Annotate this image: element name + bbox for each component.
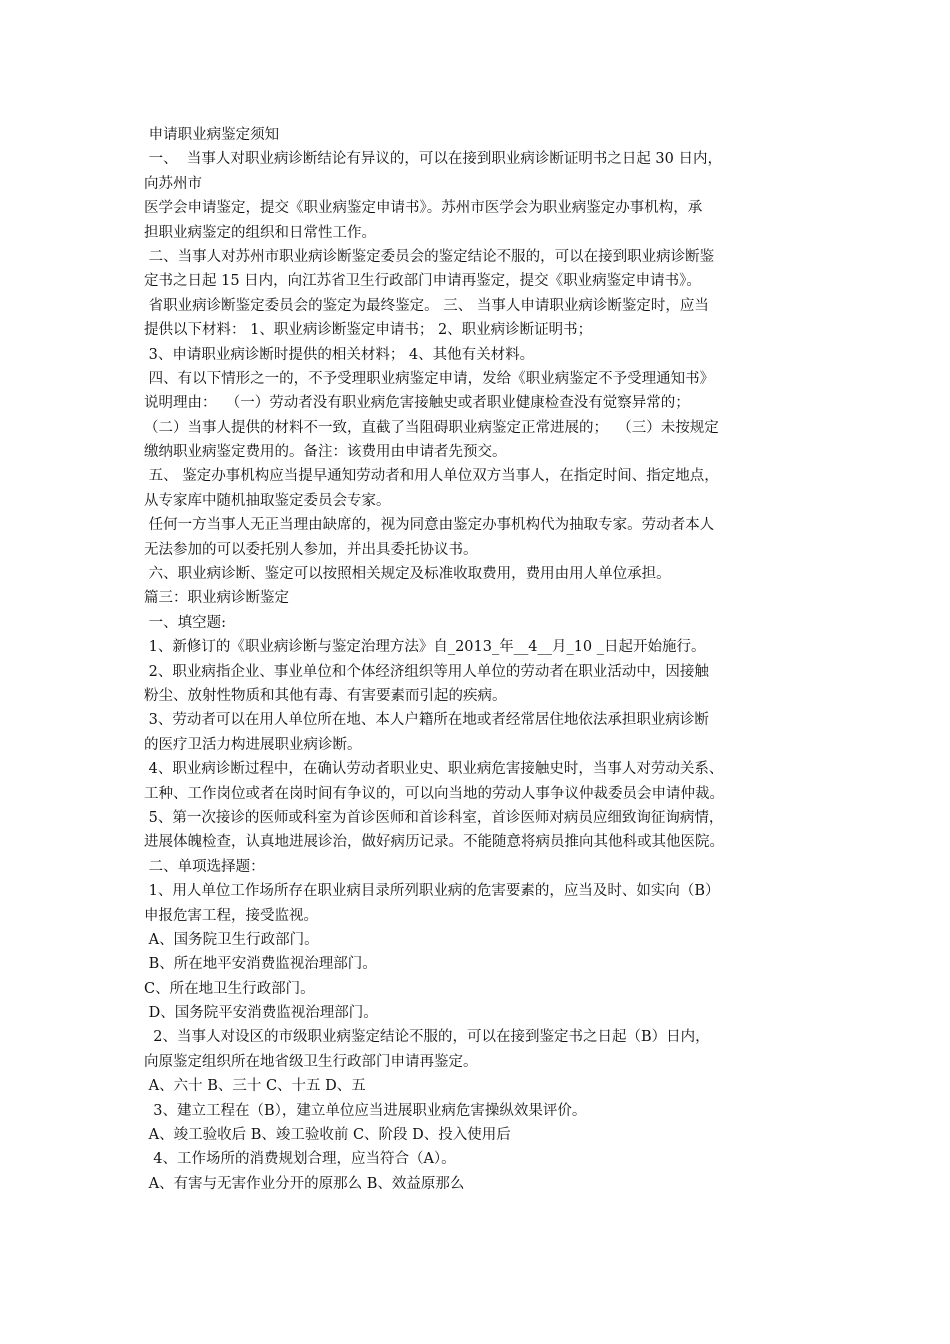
- text-line: 无法参加的可以委托别人参加，并出具委托协议书。: [144, 541, 478, 558]
- text-line: 提供以下材料： 1、职业病诊断鉴定申请书； 2、职业病诊断证明书；: [144, 322, 593, 339]
- text-line: 定书之日起 15 日内，向江苏省卫生行政部门申请再鉴定，提交《职业病鉴定申请书》。: [144, 273, 701, 290]
- text-line: 2、职业病指企业、事业单位和个体经济组织等用人单位的劳动者在职业活动中，因接触: [144, 663, 709, 680]
- text-line: 5、第一次接诊的医师或科室为首诊医师和首诊科室，首诊医师对病员应细致询征询病情，: [144, 809, 724, 826]
- text-line: 粉尘、放射性物质和其他有毒、有害要素而引起的疾病。: [144, 687, 507, 704]
- text-line: 申请职业病鉴定须知: [144, 127, 280, 143]
- text-line: 3、建立工程在（B），建立单位应当进展职业病危害操纵效果评价。: [144, 1102, 587, 1119]
- text-line: 申报危害工程，接受监视。: [144, 907, 318, 924]
- text-line: A、有害与无害作业分开的原那么 B、效益原那么: [144, 1175, 465, 1192]
- text-line: 担职业病鉴定的组织和日常性工作。: [144, 224, 376, 241]
- text-line: 五、 鉴定办事机构应当提早通知劳动者和用人单位双方当事人，在指定时间、指定地点，: [144, 468, 719, 485]
- text-line: C、所在地卫生行政部门。: [144, 980, 315, 997]
- text-line: D、国务院平安消费监视治理部门。: [144, 1005, 378, 1022]
- text-line: 1、用人单位工作场所存在职业病目录所列职业病的危害要素的，应当及时、如实向（B）: [144, 883, 720, 900]
- text-line: A、竣工验收后 B、竣工验收前 C、阶段 D、投入使用后: [144, 1127, 511, 1144]
- text-line: 向苏州市: [144, 175, 202, 192]
- text-line: （二）当事人提供的材料不一致，直截了当阻碍职业病鉴定正常进展的； （三）未按规定: [144, 419, 719, 436]
- text-line: 2、当事人对设区的市级职业病鉴定结论不服的，可以在接到鉴定书之日起（B）日内，: [144, 1029, 710, 1046]
- text-line: 4、职业病诊断过程中，在确认劳动者职业史、职业病危害接触史时，当事人对劳动关系、: [144, 761, 724, 778]
- text-line: A、六十 B、三十 C、十五 D、五: [144, 1078, 366, 1095]
- text-line: 3、申请职业病诊断时提供的相关材料； 4、其他有关材料。: [144, 346, 535, 363]
- text-line: B、所在地平安消费监视治理部门。: [144, 956, 377, 973]
- text-line: 省职业病诊断鉴定委员会的鉴定为最终鉴定。 三、 当事人申请职业病诊断鉴定时，应当: [144, 297, 709, 314]
- document-body: [144, 123, 824, 1196]
- text-line: 1、新修订的《职业病诊断与鉴定治理方法》自_2013_年__4__月_10 _日起开始施行。: [144, 639, 706, 656]
- text-line: A、国务院卫生行政部门。: [144, 931, 319, 948]
- text-line: 医学会申请鉴定，提交《职业病鉴定申请书》。苏州市医学会为职业病鉴定办事机构，承: [144, 200, 703, 217]
- text-line: 六、职业病诊断、鉴定可以按照相关规定及标准收取费用，费用由用人单位承担。: [144, 566, 671, 583]
- text-line: 四、有以下情形之一的，不予受理职业病鉴定申请，发给《职业病鉴定不予受理通知书》: [144, 370, 715, 387]
- text-line: 任何一方当事人无正当理由缺席的，视为同意由鉴定办事机构代为抽取专家。劳动者本人: [144, 517, 715, 534]
- text-line: 向原鉴定组织所在地省级卫生行政部门申请再鉴定。: [144, 1053, 478, 1070]
- text-line: 缴纳职业病鉴定费用的。备注：该费用由申请者先预交。: [144, 444, 507, 461]
- text-line: 一、填空题:: [144, 614, 226, 631]
- text-line: 工种、工作岗位或者在岗时间有争议的，可以向当地的劳动人事争议仲裁委员会申请仲裁。: [144, 785, 724, 802]
- text-line: 4、工作场所的消费规划合理，应当符合（A）。: [144, 1151, 456, 1168]
- text-line: 从专家库中随机抽取鉴定委员会专家。: [144, 492, 391, 509]
- text-line: 进展体魄检查，认真地进展诊治，做好病历记录。不能随意将病员推向其他科或其他医院。: [144, 834, 724, 851]
- text-line: 二、单项选择题：: [144, 858, 265, 875]
- text-line: 说明理由： （一）劳动者没有职业病危害接触史或者职业健康检查没有觉察异常的；: [144, 395, 690, 412]
- text-line: 二、当事人对苏州市职业病诊断鉴定委员会的鉴定结论不服的，可以在接到职业病诊断鉴: [144, 248, 715, 265]
- text-line: 的医疗卫活力构进展职业病诊断。: [144, 736, 362, 753]
- text-line: 篇三：职业病诊断鉴定: [144, 590, 289, 607]
- text-line: 3、劳动者可以在用人单位所在地、本人户籍所在地或者经常居住地依法承担职业病诊断: [144, 712, 709, 729]
- text-line: 一、 当事人对职业病诊断结论有异议的，可以在接到职业病诊断证明书之日起 30 日内，: [144, 151, 722, 168]
